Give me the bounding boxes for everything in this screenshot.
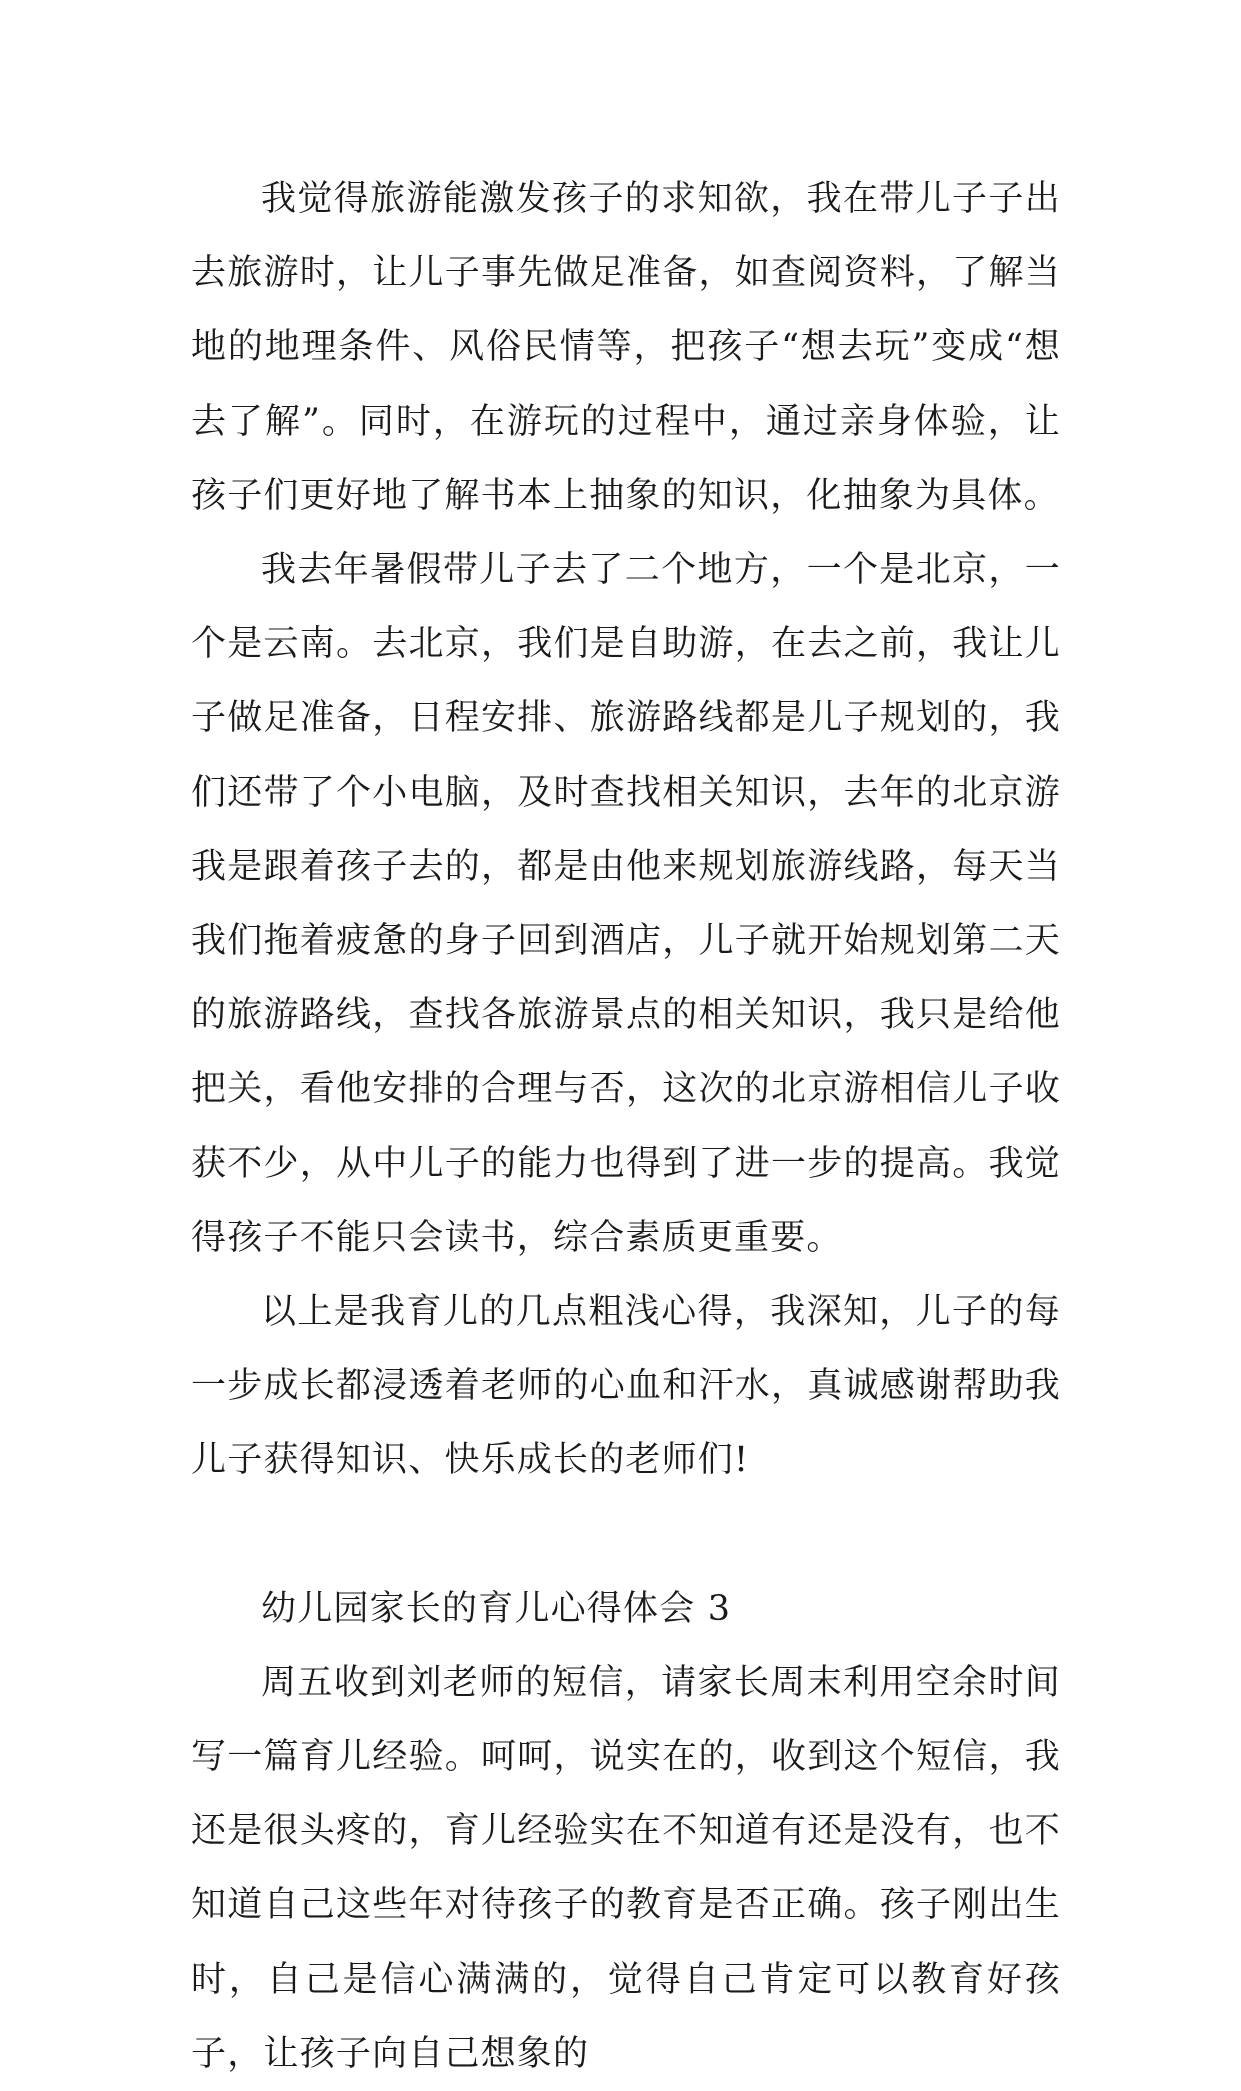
paragraph-thanks-teachers: 以上是我育儿的几点粗浅心得，我深知，儿子的每一步成长都浸透着老师的心血和汗水，真诚感谢帮助我儿子获得知识、快乐成长的老师们!: [191, 1292, 1061, 1481]
document-body: [191, 162, 1061, 2091]
paragraph-teacher-message: 周五收到刘老师的短信，请家长周末利用空余时间写一篇育儿经验。呵呵，说实在的，收到这个短信，我还是很头疼的，育儿经验实在不知道有还是没有，也不知道自己这些年对待孩子的教育是否正确。孩子刚出生时，自己是信心满满的，觉得自己肯定可以教育好孩子，让孩子向自己想象的: [191, 1662, 1061, 2074]
paragraph-summer-trip: 我去年暑假带儿子去了二个地方，一个是北京，一个是云南。去北京，我们是自助游，在去之前，我让儿子做足准备，日程安排、旅游路线都是儿子规划的，我们还带了个小电脑，及时查找相关知识，去年的北京游我是跟着孩子去的，都是由他来规划旅游线路，每天当我们拖着疲惫的身子回到酒店，儿子就开始规划第二天的旅游路线，查找各旅游景点的相关知识，我只是给他把关，看他安排的合理与否，这次的北京游相信儿子收获不少，从中儿子的能力也得到了进一步的提高。我觉得孩子不能只会读书，综合素质更重要。: [191, 550, 1061, 1258]
paragraph-travel-curiosity: 我觉得旅游能激发孩子的求知欲，我在带儿子子出去旅游时，让儿子事先做足准备，如查阅资料，了解当地的地理条件、风俗民情等，把孩子“想去玩”变成“想去了解”。同时，在游玩的过程中，通过亲身体验，让孩子们更好地了解书本上抽象的知识，化抽象为具体。: [191, 179, 1061, 516]
section-spacer: [191, 1498, 1061, 1572]
section-heading: 幼儿园家长的育儿心得体会 3: [261, 1588, 732, 1629]
